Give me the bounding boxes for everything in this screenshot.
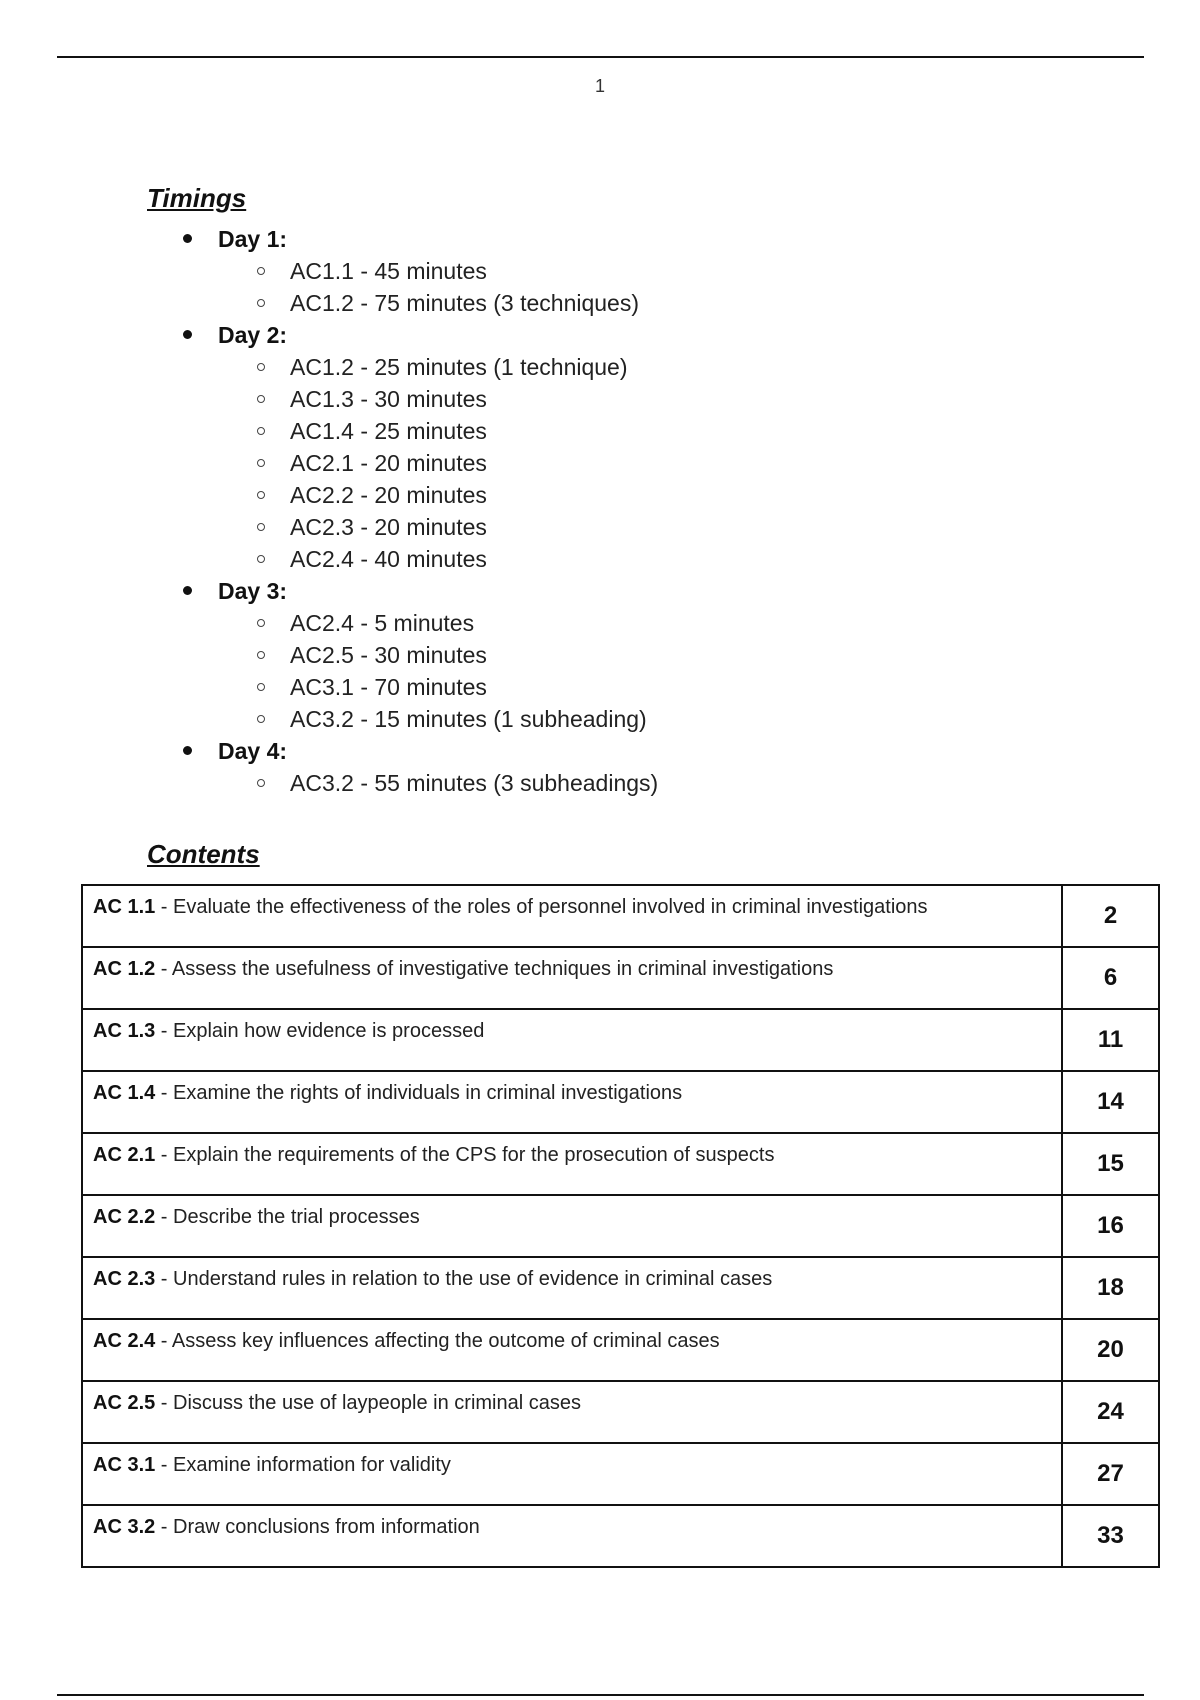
- circle-bullet-icon: [257, 363, 265, 371]
- timing-item: [0, 382, 1200, 414]
- contents-row: [82, 1443, 1159, 1505]
- timing-item: [0, 414, 1200, 446]
- entry-code: AC 1.4: [93, 1082, 156, 1104]
- contents-row: [82, 1319, 1159, 1381]
- day-label: Day 4:: [218, 738, 288, 764]
- timing-item-text: AC1.2 - 25 minutes (1 technique): [290, 354, 628, 380]
- timing-item-text: AC1.4 - 25 minutes: [290, 418, 487, 444]
- timing-item: [0, 766, 1200, 798]
- entry-code: AC 3.2: [93, 1516, 156, 1538]
- circle-bullet-icon: [257, 395, 265, 403]
- entry-title: - Understand rules in relation to the use of evidence in criminal cases: [155, 1268, 773, 1290]
- timing-item-text: AC2.2 - 20 minutes: [290, 482, 487, 508]
- contents-row: [82, 1257, 1159, 1319]
- contents-entry: [82, 1133, 1062, 1195]
- contents-row: [82, 1381, 1159, 1443]
- entry-title: - Explain the requirements of the CPS for the prosecution of suspects: [155, 1144, 775, 1166]
- circle-bullet-icon: [257, 619, 265, 627]
- bullet-icon: [183, 746, 192, 755]
- entry-code: AC 1.1: [93, 896, 156, 918]
- contents-entry: [82, 1443, 1062, 1505]
- timing-item-text: AC2.4 - 40 minutes: [290, 546, 487, 572]
- entry-code: AC 1.3: [93, 1020, 156, 1042]
- entry-page-number: 6: [1062, 947, 1159, 1009]
- entry-title: - Assess key influences affecting the outcome of criminal cases: [155, 1330, 720, 1352]
- contents-entry: [82, 1257, 1062, 1319]
- entry-page-number: 18: [1062, 1257, 1159, 1319]
- timing-item: [0, 478, 1200, 510]
- entry-code: AC 2.1: [93, 1144, 156, 1166]
- timing-item: [0, 638, 1200, 670]
- circle-bullet-icon: [257, 683, 265, 691]
- entry-page-number: 27: [1062, 1443, 1159, 1505]
- day-label: Day 1:: [218, 226, 288, 252]
- timing-item: [0, 542, 1200, 574]
- circle-bullet-icon: [257, 459, 265, 467]
- timing-item: [0, 670, 1200, 702]
- contents-table: [81, 884, 1160, 1568]
- contents-entry: [82, 1381, 1062, 1443]
- circle-bullet-icon: [257, 715, 265, 723]
- contents-entry: [82, 885, 1062, 947]
- entry-title: - Evaluate the effectiveness of the roles of personnel involved in criminal investigations: [155, 896, 928, 918]
- timing-item-text: AC1.3 - 30 minutes: [290, 386, 487, 412]
- timing-item: [0, 446, 1200, 478]
- circle-bullet-icon: [257, 427, 265, 435]
- circle-bullet-icon: [257, 779, 265, 787]
- timing-item-text: AC3.2 - 55 minutes (3 subheadings): [290, 770, 659, 796]
- entry-title: - Assess the usefulness of investigative techniques in criminal investigations: [155, 958, 834, 980]
- entry-title: - Examine information for validity: [155, 1454, 451, 1476]
- circle-bullet-icon: [257, 299, 265, 307]
- entry-page-number: 24: [1062, 1381, 1159, 1443]
- timings-list: [0, 222, 1200, 798]
- entry-code: AC 1.2: [93, 958, 156, 980]
- timing-item: [0, 702, 1200, 734]
- timing-item: [0, 286, 1200, 318]
- day-label: Day 2:: [218, 322, 288, 348]
- contents-row: [82, 947, 1159, 1009]
- contents-entry: [82, 1071, 1062, 1133]
- circle-bullet-icon: [257, 491, 265, 499]
- entry-title: - Examine the rights of individuals in criminal investigations: [155, 1082, 683, 1104]
- bullet-icon: [183, 330, 192, 339]
- entry-code: AC 2.3: [93, 1268, 156, 1290]
- contents-entry: [82, 947, 1062, 1009]
- day-label: Day 3:: [218, 578, 288, 604]
- bullet-icon: [183, 234, 192, 243]
- timing-item: [0, 606, 1200, 638]
- entry-page-number: 2: [1062, 885, 1159, 947]
- contents-entry: [82, 1505, 1062, 1567]
- timing-item: [0, 350, 1200, 382]
- circle-bullet-icon: [257, 523, 265, 531]
- timings-day: [0, 318, 1200, 350]
- timing-item-text: AC3.1 - 70 minutes: [290, 674, 487, 700]
- entry-page-number: 14: [1062, 1071, 1159, 1133]
- timings-day: [0, 734, 1200, 766]
- circle-bullet-icon: [257, 651, 265, 659]
- entry-page-number: 11: [1062, 1009, 1159, 1071]
- timing-item-text: AC3.2 - 15 minutes (1 subheading): [290, 706, 647, 732]
- entry-title: - Discuss the use of laypeople in criminal cases: [155, 1392, 581, 1414]
- timing-item-text: AC2.1 - 20 minutes: [290, 450, 487, 476]
- contents-heading: Contents: [147, 839, 260, 869]
- header-rule: [57, 56, 1144, 58]
- footer-rule: [57, 1694, 1144, 1696]
- entry-code: AC 2.2: [93, 1206, 156, 1228]
- bullet-icon: [183, 586, 192, 595]
- contents-row: [82, 1133, 1159, 1195]
- contents-entry: [82, 1195, 1062, 1257]
- contents-entry: [82, 1009, 1062, 1071]
- timings-heading: Timings: [147, 183, 247, 213]
- entry-page-number: 16: [1062, 1195, 1159, 1257]
- entry-title: - Describe the trial processes: [155, 1206, 420, 1228]
- contents-row: [82, 1195, 1159, 1257]
- entry-page-number: 33: [1062, 1505, 1159, 1567]
- circle-bullet-icon: [257, 267, 265, 275]
- entry-page-number: 20: [1062, 1319, 1159, 1381]
- circle-bullet-icon: [257, 555, 265, 563]
- timing-item: [0, 510, 1200, 542]
- timing-item-text: AC1.2 - 75 minutes (3 techniques): [290, 290, 640, 316]
- timings-day: [0, 222, 1200, 254]
- entry-code: AC 2.5: [93, 1392, 156, 1414]
- entry-code: AC 3.1: [93, 1454, 156, 1476]
- timing-item: [0, 254, 1200, 286]
- page-number: 1: [594, 76, 605, 96]
- entry-code: AC 2.4: [93, 1330, 156, 1352]
- entry-page-number: 15: [1062, 1133, 1159, 1195]
- contents-row: [82, 1505, 1159, 1567]
- timing-item-text: AC2.4 - 5 minutes: [290, 610, 475, 636]
- timing-item-text: AC2.3 - 20 minutes: [290, 514, 487, 540]
- contents-row: [82, 1071, 1159, 1133]
- contents-entry: [82, 1319, 1062, 1381]
- timings-day: [0, 574, 1200, 606]
- timing-item-text: AC1.1 - 45 minutes: [290, 258, 487, 284]
- entry-title: - Explain how evidence is processed: [155, 1020, 485, 1042]
- contents-row: [82, 885, 1159, 947]
- timing-item-text: AC2.5 - 30 minutes: [290, 642, 487, 668]
- contents-row: [82, 1009, 1159, 1071]
- entry-title: - Draw conclusions from information: [155, 1516, 480, 1538]
